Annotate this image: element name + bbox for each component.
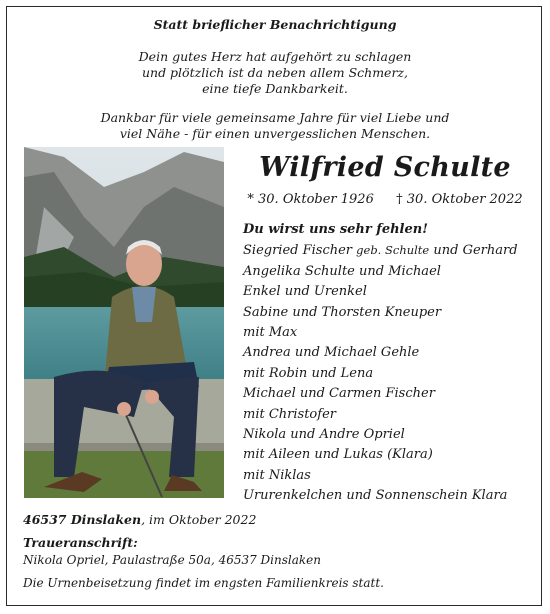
mourners-headline: Du wirst uns sehr fehlen! [243, 222, 428, 237]
death-symbol: † [396, 192, 403, 207]
mourning-address: Nikola Opriel, Paulastraße 50a, 46537 Dinslaken [23, 553, 321, 567]
maiden-name: geb. Schulte [356, 243, 430, 258]
mourner-line: Ururenkelchen und Sonnenschein Klara [243, 488, 508, 504]
burial-note: Die Urnenbeisetzung findet im engsten Familienkreis statt. [23, 576, 384, 590]
mourner-line: Andrea und Michael Gehle [243, 345, 420, 361]
notice-heading: Statt brieflicher Benachrichtigung [153, 17, 397, 32]
mourner-line: mit Christofer [243, 406, 336, 422]
verse-line: Dein gutes Herz hat aufgehört zu schlagen [138, 49, 412, 64]
verse-line: eine tiefe Dankbarkeit. [202, 81, 348, 96]
mourner-line: mit Max [243, 325, 298, 341]
birth-date: 30. Oktober 1926 [258, 192, 374, 207]
thanks-line: viel Nähe - für einen unvergesslichen Menschen. [119, 126, 431, 141]
birth-symbol: * [247, 192, 254, 207]
mourner-line: Angelika Schulte und Michael [243, 263, 441, 279]
verse [0, 49, 550, 97]
place-and-date [23, 512, 256, 527]
address-label: Traueranschrift: [23, 535, 138, 550]
mourner-line: mit Niklas [243, 467, 311, 483]
thanks-line: Dankbar für viele gemeinsame Jahre für viel Liebe und [100, 110, 450, 125]
mourner-line: Michael und Carmen Fischer [243, 386, 435, 402]
mourner-partner: und Gerhard [433, 243, 518, 259]
mourner-line: mit Robin und Lena [243, 365, 374, 381]
mourner-name: Siegried Fischer [243, 243, 353, 259]
mourner-line: mit Aileen und Lukas (Klara) [243, 447, 433, 463]
life-dates [240, 192, 530, 207]
mourners-list [243, 220, 543, 507]
mourner-line [243, 240, 543, 261]
mourner-line: Enkel und Urenkel [243, 284, 367, 300]
thanks-text [0, 110, 550, 142]
mourner-line: Sabine und Thorsten Kneuper [243, 304, 442, 320]
notice-date: , im Oktober 2022 [141, 512, 257, 527]
mourner-line: Nikola und Andre Opriel [243, 427, 405, 443]
verse-line: und plötzlich ist da neben allem Schmerz, [141, 65, 408, 80]
death-date: 30. Oktober 2022 [406, 192, 523, 207]
deceased-name: Wilfried Schulte [259, 152, 511, 183]
portrait-photo [24, 147, 224, 498]
place: 46537 Dinslaken [23, 512, 142, 527]
